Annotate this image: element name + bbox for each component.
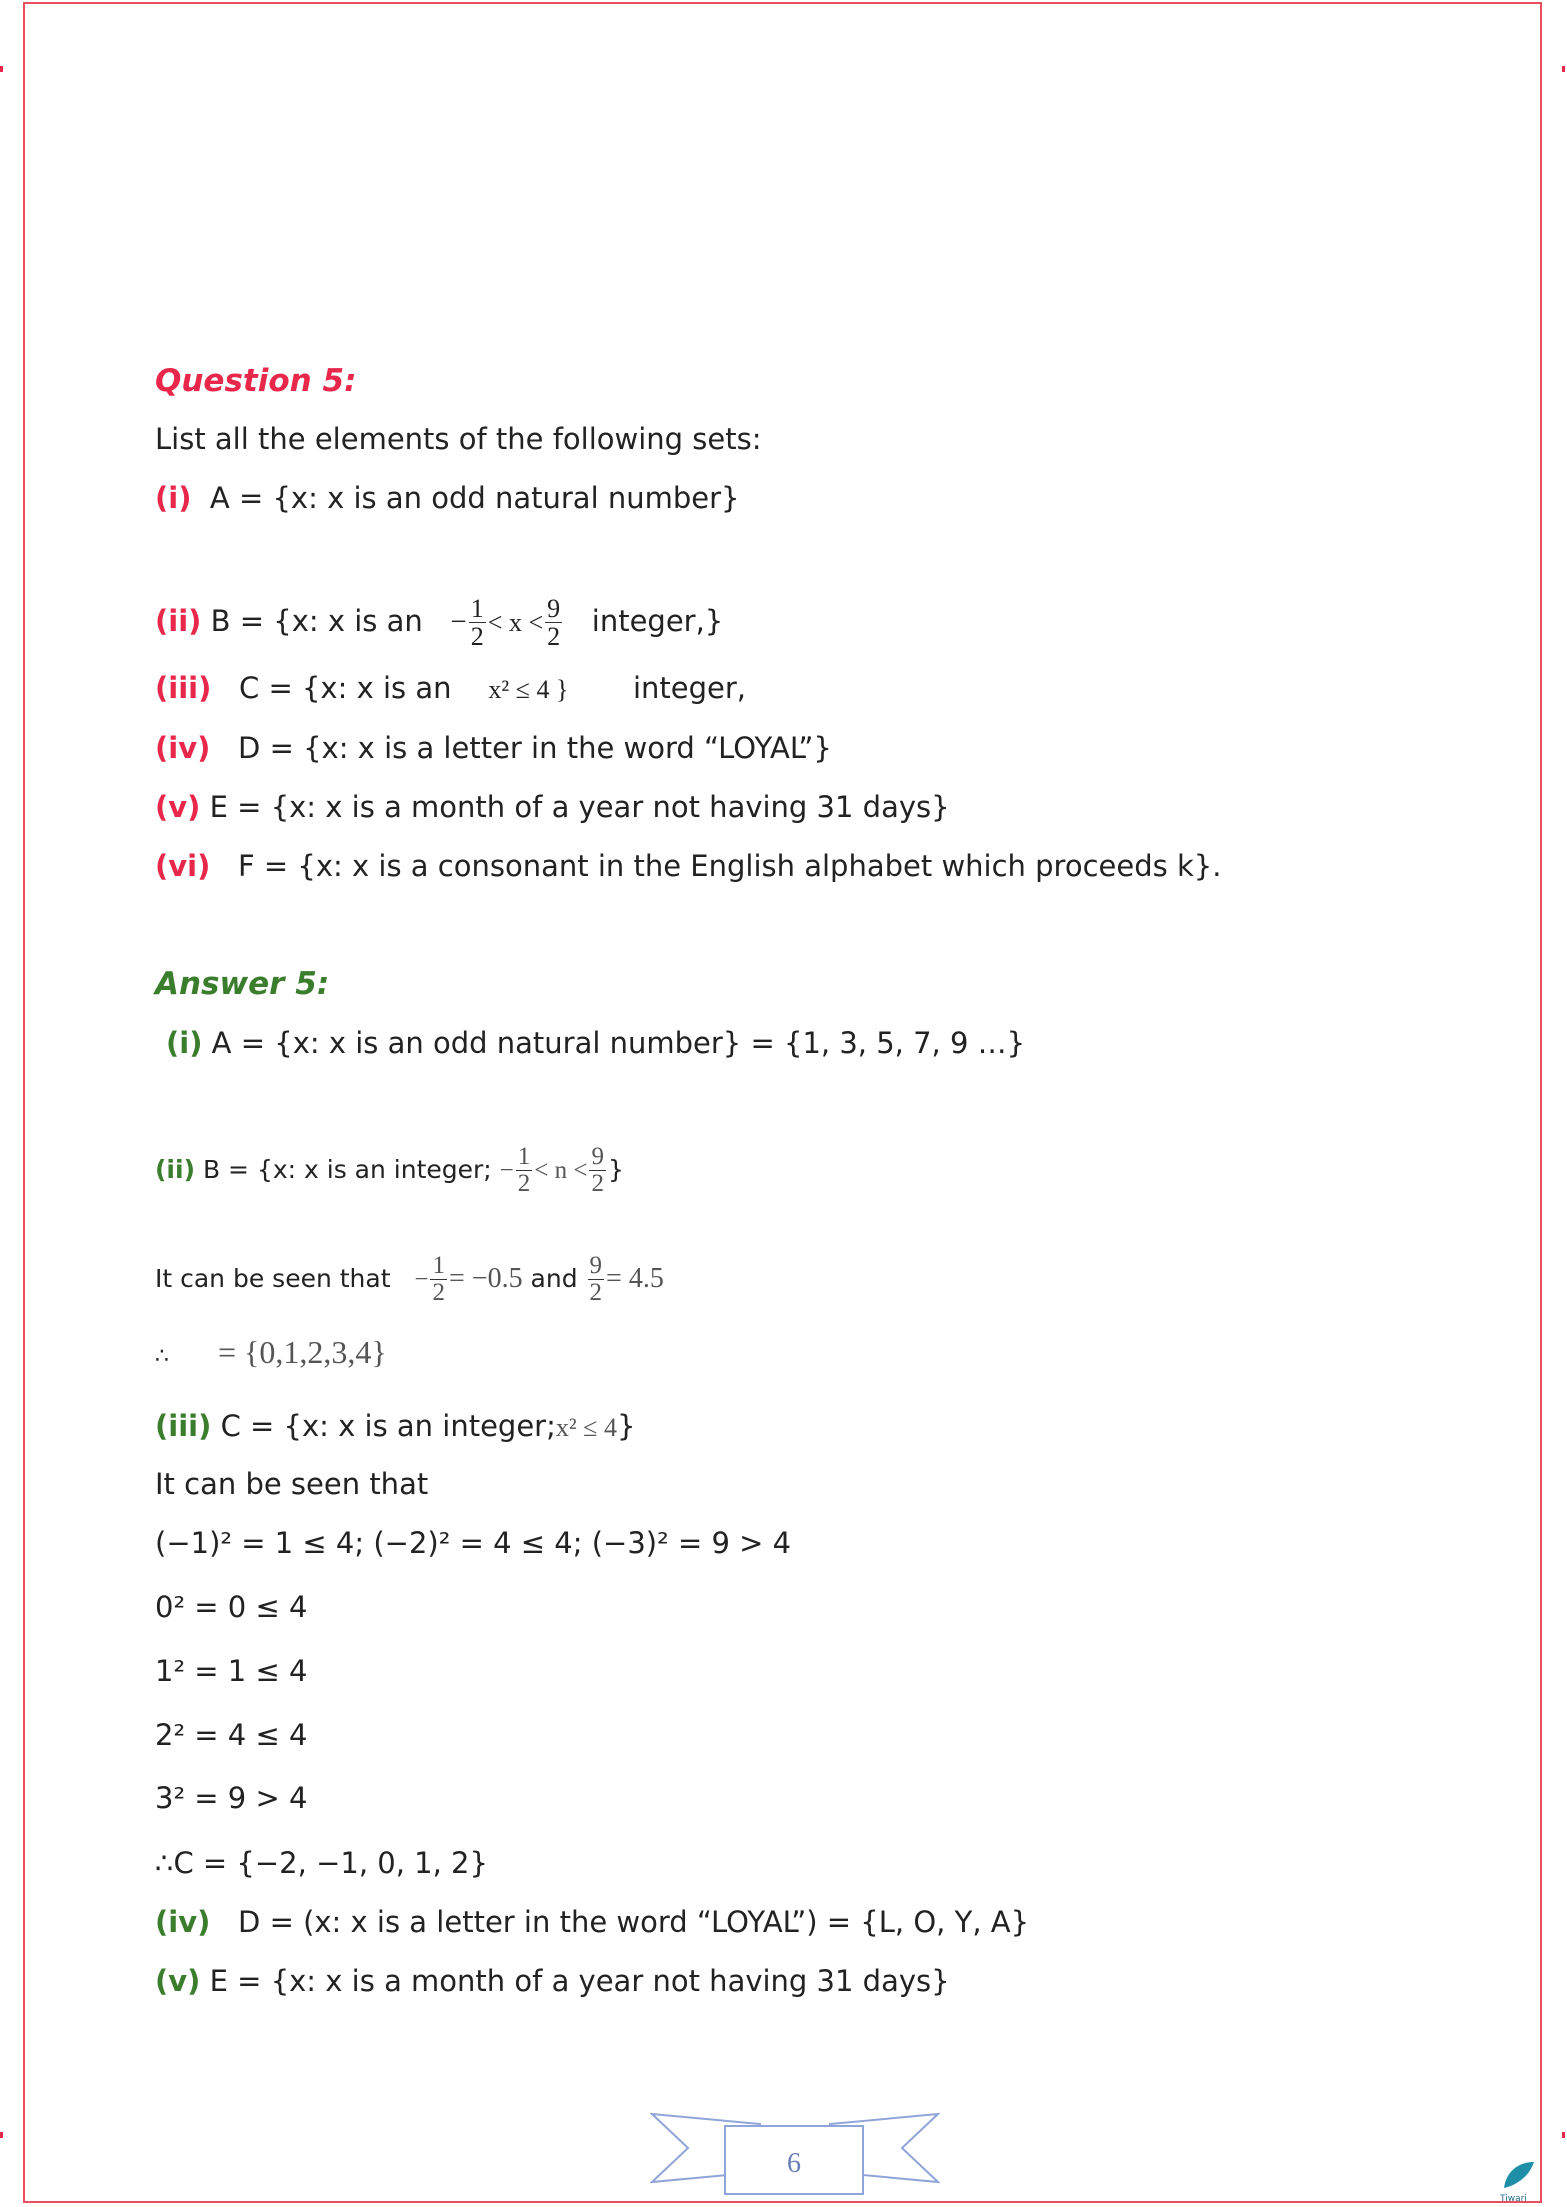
item-text: A = {x: x is an odd natural number} = {1, 3, 5, 7, 9 …}	[211, 1026, 1026, 1060]
item-text: B = {x: x is an integer;	[202, 1154, 492, 1184]
item-text: E = {x: x is a month of a year not having 31 days}	[209, 790, 950, 824]
crop-mark	[1562, 66, 1565, 72]
fraction: $\frac{9}{2}$	[547, 594, 561, 652]
item-text: B = {x: x is an	[210, 603, 423, 638]
item-label: (ii)	[155, 1154, 195, 1184]
question-item	[155, 478, 739, 518]
math-inequality: x² ≤ 4 }	[488, 675, 569, 704]
question-item: (iii) C = {x: x is an x² ≤ 4 } integer,	[155, 671, 747, 705]
item-text: D = {x: x is a letter in the word “LOYAL”}	[238, 731, 832, 765]
answer-text: It can be seen that − $\frac{1}{2}$ = −0.5 and $\frac{9}{2}$ = 4.5	[155, 1252, 664, 1307]
question-intro: List all the elements of the following sets:	[155, 422, 762, 456]
question-title: Question 5:	[155, 363, 357, 399]
answer-text: ∴C = {−2, −1, 0, 1, 2}	[155, 1846, 488, 1880]
answer-text: 1² = 1 ≤ 4	[155, 1654, 308, 1688]
answer-text: It can be seen that	[155, 1467, 429, 1501]
item-text: A = {x: x is an odd natural number}	[209, 481, 740, 515]
item-label: (iii)	[155, 1409, 212, 1443]
question-item	[155, 787, 950, 827]
answer-item	[155, 1902, 1029, 1942]
item-label: (iii)	[155, 671, 212, 705]
answer-text: ∴ = {0,1,2,3,4}	[155, 1334, 387, 1370]
answer-text: 2² = 4 ≤ 4	[155, 1718, 308, 1752]
feather-icon	[1500, 2160, 1536, 2190]
item-text: C = {x: x is an integer;	[220, 1409, 556, 1443]
answer-item: (iii) C = {x: x is an integer;x² ≤ 4}	[155, 1409, 636, 1443]
crop-mark	[0, 2132, 3, 2138]
answer-title: Answer 5:	[155, 966, 330, 1002]
question-item	[155, 728, 832, 768]
answer-item	[166, 1023, 1025, 1063]
item-label: (iv)	[155, 731, 211, 765]
item-label: (v)	[155, 790, 201, 824]
answer-item	[155, 1961, 950, 2001]
question-item: (ii) B = {x: x is an − $\frac{1}{2}$ < x < $\frac{9}{2}$ integer,}	[155, 594, 724, 652]
answer-item: (ii) B = {x: x is an integer; − $\frac{1}{2}$ < n < $\frac{9}{2}$ }	[155, 1143, 624, 1198]
crop-mark	[1562, 2132, 1565, 2138]
publisher-logo: Tiwari	[1500, 2160, 1536, 2202]
answer-text: (−1)² = 1 ≤ 4; (−2)² = 4 ≤ 4; (−3)² = 9 > 4	[155, 1526, 792, 1560]
answer-text: 0² = 0 ≤ 4	[155, 1590, 308, 1624]
fraction: $\frac{1}{2}$	[432, 1252, 445, 1307]
item-text: D = (x: x is a letter in the word “LOYAL”) = {L, O, Y, A}	[238, 1905, 1030, 1939]
therefore-symbol: ∴	[155, 1344, 169, 1369]
fraction: $\frac{9}{2}$	[589, 1252, 603, 1307]
fraction: $\frac{1}{2}$	[470, 594, 484, 652]
crop-mark	[0, 66, 3, 72]
page-number: 6	[787, 2148, 801, 2179]
item-label: (ii)	[155, 603, 202, 638]
item-label: (i)	[155, 481, 192, 515]
item-label: (i)	[166, 1026, 203, 1060]
question-item	[155, 846, 1221, 886]
fraction: $\frac{9}{2}$	[591, 1143, 604, 1198]
item-label: (iv)	[155, 1905, 211, 1939]
item-text: E = {x: x is a month of a year not having 31 days}	[209, 1964, 950, 1998]
answer-text: 3² = 9 > 4	[155, 1781, 308, 1815]
item-text: F = {x: x is a consonant in the English alphabet which proceeds k}.	[238, 849, 1222, 883]
item-label: (v)	[155, 1964, 201, 1998]
fraction: $\frac{1}{2}$	[517, 1143, 531, 1198]
item-label: (vi)	[155, 849, 211, 883]
